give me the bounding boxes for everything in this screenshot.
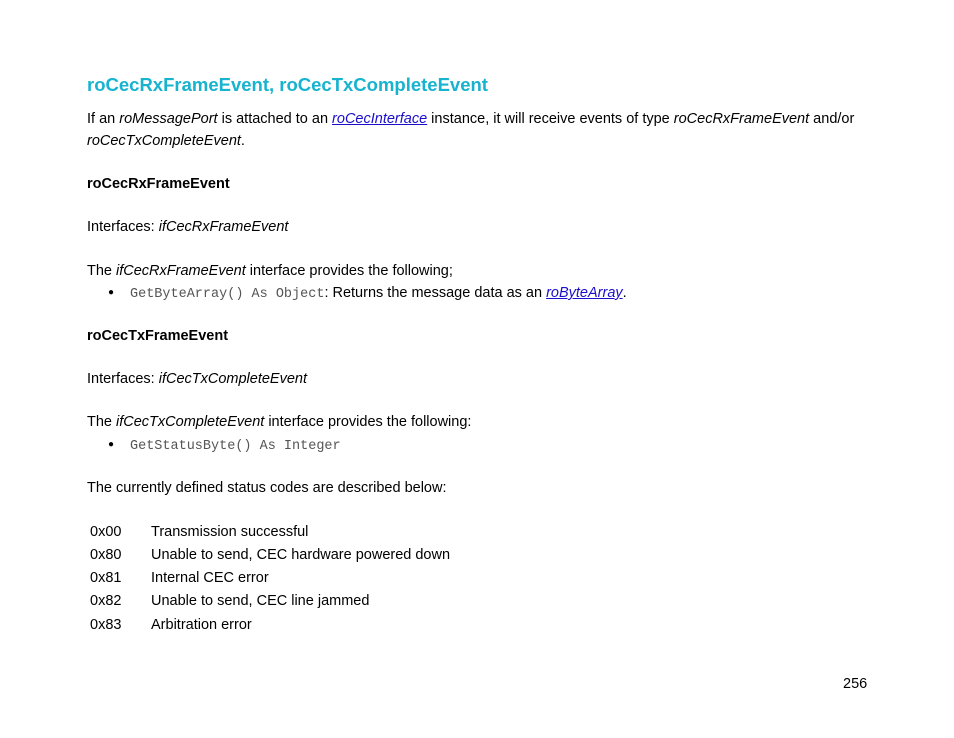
bullet-icon: ●	[108, 439, 115, 451]
interfaces-label: Interfaces:	[87, 219, 159, 235]
intro-text: is attached to an	[217, 111, 333, 127]
rx-method-item	[108, 283, 627, 305]
method-signature: GetStatusByte() As Integer	[130, 439, 341, 454]
status-code: 0x00	[90, 524, 122, 540]
intro-text: and/or	[809, 111, 855, 127]
robytearray-link[interactable]: roByteArray	[546, 285, 623, 301]
status-description: Arbitration error	[151, 617, 252, 633]
rocecinterface-link[interactable]: roCecInterface	[332, 111, 428, 127]
provides-text: The	[87, 263, 117, 279]
provides-interface: ifCecTxCompleteEvent	[116, 414, 265, 430]
status-description: Unable to send, CEC line jammed	[151, 593, 370, 609]
status-code: 0x83	[90, 617, 122, 633]
status-code: 0x81	[90, 570, 122, 586]
intro-italic-rx-event: roCecRxFrameEvent	[673, 111, 810, 127]
rx-interfaces	[87, 217, 288, 237]
interfaces-value: ifCecRxFrameEvent	[158, 219, 289, 235]
interfaces-label: Interfaces:	[87, 371, 159, 387]
provides-interface: ifCecRxFrameEvent	[116, 263, 246, 279]
method-description: .	[622, 285, 627, 301]
status-intro: The currently defined status codes are described below:	[87, 480, 447, 496]
intro-line-2	[87, 131, 245, 151]
status-row	[90, 615, 252, 635]
tx-provides	[87, 412, 471, 432]
bullet-icon: ●	[108, 287, 115, 299]
tx-method-item	[108, 435, 341, 457]
status-code: 0x80	[90, 547, 122, 563]
tx-heading: roCecTxFrameEvent	[87, 328, 229, 344]
method-description: : Returns the message data as an	[324, 285, 547, 301]
status-row	[90, 591, 369, 611]
interfaces-value: ifCecTxCompleteEvent	[158, 371, 308, 387]
provides-text: interface provides the following:	[264, 414, 472, 430]
method-signature: GetByteArray() As Object	[130, 287, 325, 302]
status-row	[90, 545, 450, 565]
status-row	[90, 522, 308, 542]
intro-line-1	[87, 109, 854, 129]
status-description: Unable to send, CEC hardware powered down	[151, 547, 451, 563]
tx-interfaces	[87, 369, 307, 389]
status-description: Internal CEC error	[151, 570, 269, 586]
status-description: Transmission successful	[151, 524, 309, 540]
intro-text: instance, it will receive events of type	[427, 111, 674, 127]
intro-text: If an	[87, 111, 120, 127]
status-row	[90, 568, 269, 588]
intro-italic-tx-event: roCecTxCompleteEvent	[87, 133, 241, 149]
provides-text: interface provides the following;	[245, 263, 453, 279]
status-code: 0x82	[90, 593, 122, 609]
intro-italic-message-port: roMessagePort	[119, 111, 218, 127]
page-number: 256	[843, 676, 868, 692]
page-title: roCecRxFrameEvent, roCecTxCompleteEvent	[87, 74, 488, 95]
rx-heading: roCecRxFrameEvent	[87, 176, 230, 192]
intro-text: .	[240, 133, 245, 149]
rx-provides	[87, 261, 453, 281]
provides-text: The	[87, 414, 117, 430]
